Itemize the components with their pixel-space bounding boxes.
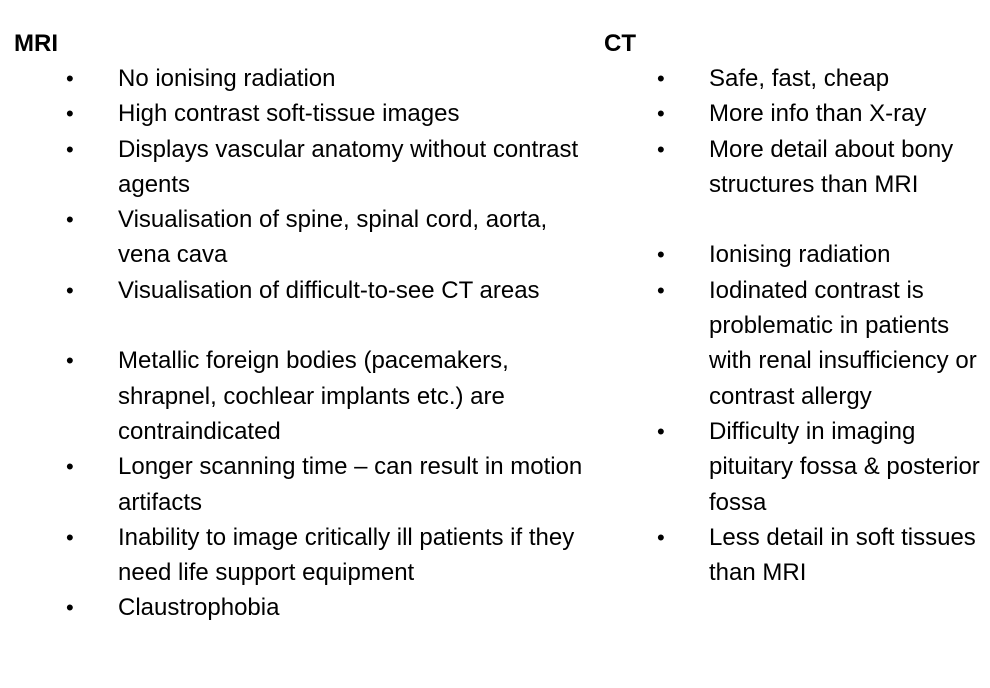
list-item bbox=[14, 449, 584, 520]
bullet-icon: • bbox=[657, 242, 665, 268]
list-item bbox=[14, 343, 584, 449]
list-item-text: Iodinated contrast is problematic in patients with renal insufficiency or contrast allergy bbox=[709, 276, 977, 410]
bullet-icon: • bbox=[657, 524, 665, 550]
list-item-text: Metallic foreign bodies (pacemakers, shrapnel, cochlear implants etc.) are contraindicated bbox=[118, 347, 509, 445]
bullet-icon: • bbox=[66, 136, 74, 162]
list-item-text: No ionising radiation bbox=[118, 65, 336, 92]
list-item bbox=[14, 202, 584, 273]
ct-column bbox=[604, 26, 980, 590]
list-item-text: Inability to image critically ill patients if they need life support equipment bbox=[118, 523, 575, 587]
list-item-text: More info than X-ray bbox=[709, 100, 927, 128]
mri-heading: MRI bbox=[14, 30, 58, 57]
ct-heading: CT bbox=[604, 30, 636, 57]
list-item bbox=[14, 273, 584, 308]
bullet-icon: • bbox=[657, 101, 665, 127]
list-item-text: Safe, fast, cheap bbox=[709, 65, 890, 92]
list-item bbox=[604, 132, 980, 203]
ct-disadvantages-list bbox=[604, 237, 980, 590]
list-item-text: Less detail in soft tissues than MRI bbox=[709, 523, 976, 587]
bullet-icon: • bbox=[66, 277, 74, 303]
list-item bbox=[604, 61, 980, 96]
list-item-text: More detail about bony structures than MRI bbox=[709, 135, 954, 198]
list-item-text: High contrast soft-tissue images bbox=[118, 100, 460, 128]
bullet-icon: • bbox=[66, 207, 74, 233]
section-spacer bbox=[604, 202, 980, 237]
list-item bbox=[604, 520, 980, 591]
mri-disadvantages-list bbox=[14, 343, 584, 625]
bullet-icon: • bbox=[657, 277, 665, 303]
list-item-text: Difficulty in imaging pituitary fossa & posterior fossa bbox=[709, 417, 980, 516]
list-item bbox=[14, 132, 584, 203]
list-item bbox=[14, 96, 584, 131]
list-item bbox=[14, 590, 584, 625]
list-item bbox=[14, 520, 584, 591]
bullet-icon: • bbox=[66, 66, 74, 91]
list-item-text: Visualisation of difficult-to-see CT areas bbox=[118, 276, 540, 304]
mri-column bbox=[14, 26, 584, 626]
list-item-text: Visualisation of spine, spinal cord, aorta, vena cava bbox=[118, 206, 548, 269]
list-item bbox=[604, 414, 980, 520]
list-item-text: Claustrophobia bbox=[118, 594, 280, 622]
list-item-text: Longer scanning time – can result in motion artifacts bbox=[118, 453, 583, 516]
bullet-icon: • bbox=[657, 136, 665, 162]
bullet-icon: • bbox=[66, 595, 74, 621]
ct-advantages-list bbox=[604, 61, 980, 202]
bullet-icon: • bbox=[66, 524, 74, 550]
bullet-icon: • bbox=[657, 66, 665, 91]
list-item bbox=[14, 61, 584, 96]
list-item bbox=[604, 273, 980, 414]
mri-advantages-list bbox=[14, 61, 584, 308]
list-item-text: Displays vascular anatomy without contrast agents bbox=[118, 135, 579, 198]
bullet-icon: • bbox=[66, 101, 74, 127]
bullet-icon: • bbox=[66, 348, 74, 374]
list-item bbox=[604, 96, 980, 131]
section-spacer bbox=[14, 308, 584, 343]
bullet-icon: • bbox=[657, 418, 665, 444]
list-item bbox=[604, 237, 980, 272]
list-item-text: Ionising radiation bbox=[709, 241, 891, 269]
bullet-icon: • bbox=[66, 454, 74, 480]
